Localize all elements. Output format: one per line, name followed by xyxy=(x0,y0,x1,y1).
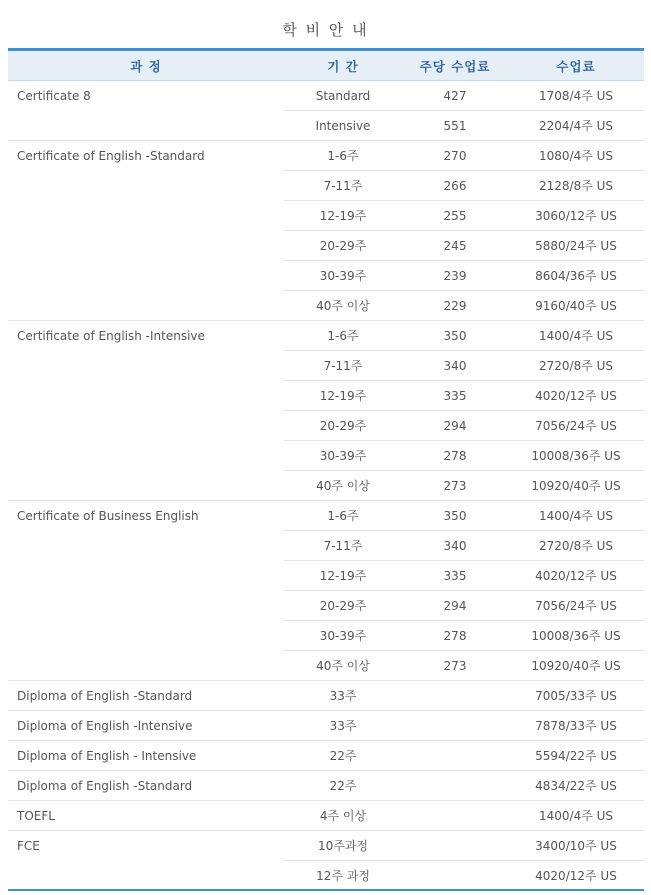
table-row xyxy=(8,741,644,771)
period-cell: 40주 이상 xyxy=(284,471,402,501)
period-cell: 12-19주 xyxy=(284,561,402,591)
total-fee-cell: 10920/40주 US xyxy=(508,471,644,501)
period-cell: 20-29주 xyxy=(284,411,402,441)
period-cell: 12주 과정 xyxy=(316,869,370,883)
total-fee-cell: 5594/22주 US xyxy=(508,741,644,771)
period-cell: 33주 xyxy=(284,681,402,711)
total-fee-cell: 4020/12주 US xyxy=(508,381,644,411)
course-name: TOEFL xyxy=(8,801,284,831)
table-row xyxy=(8,711,644,741)
period-cell: 1-6주 xyxy=(284,501,402,531)
weekly-fee-cell: 229 xyxy=(402,291,508,321)
period-cell: 1-6주 xyxy=(284,321,402,351)
table-header-row xyxy=(8,51,644,81)
period-cell: 20-29주 xyxy=(284,591,402,621)
total-fee-cell: 8604/36주 US xyxy=(508,261,644,291)
table-row xyxy=(8,501,644,531)
period-cell: 30-39주 xyxy=(284,441,402,471)
table-row xyxy=(8,681,644,711)
period-cell: 7-11주 xyxy=(284,531,402,561)
period-cell: 7-11주 xyxy=(284,171,402,201)
table-row xyxy=(8,831,644,861)
table-row xyxy=(8,771,644,801)
header-course: 과 정 xyxy=(8,51,284,81)
period-cell: 40주 이상 xyxy=(284,651,402,681)
header-weekly-fee: 주당 수업료 xyxy=(402,51,508,81)
period-cell: 12-19주 xyxy=(284,201,402,231)
course-name: Diploma of English -Standard xyxy=(8,771,284,801)
weekly-fee-cell: 340 xyxy=(402,351,508,381)
course-name: Certificate of English -Standard xyxy=(8,141,284,321)
total-fee-cell: 7878/33주 US xyxy=(508,711,644,741)
weekly-fee-cell: 278 xyxy=(402,621,508,651)
total-fee-cell: 9160/40주 US xyxy=(508,291,644,321)
total-fee-cell: 1400/4주 US xyxy=(508,321,644,351)
table-bottom-border xyxy=(8,889,644,891)
course-name: Diploma of English - Intensive xyxy=(8,741,284,771)
period-cell: Intensive xyxy=(284,111,402,141)
page-title: 학 비 안 내 xyxy=(282,21,369,39)
total-fee-cell: 5880/24주 US xyxy=(508,231,644,261)
table-row xyxy=(8,141,644,171)
period-cell: 40주 이상 xyxy=(284,291,402,321)
weekly-fee-cell xyxy=(402,831,508,861)
total-fee-cell: 2720/8주 US xyxy=(508,531,644,561)
period-cell: 30-39주 xyxy=(284,621,402,651)
total-fee-cell: 1400/4주 US xyxy=(508,801,644,831)
weekly-fee-cell: 294 xyxy=(402,411,508,441)
total-fee-cell: 1080/4주 US xyxy=(508,141,644,171)
total-fee-cell: 4834/22주 US xyxy=(508,771,644,801)
weekly-fee-cell: 239 xyxy=(402,261,508,291)
weekly-fee-cell: 273 xyxy=(402,471,508,501)
total-fee-cell: 3400/10주 US xyxy=(508,831,644,861)
period-cell: 10주과정 xyxy=(284,831,402,861)
period-cell: 1-6주 xyxy=(284,141,402,171)
table-row xyxy=(8,801,644,831)
total-fee-cell: 2128/8주 US xyxy=(508,171,644,201)
period-cell: Standard xyxy=(284,81,402,111)
weekly-fee-cell xyxy=(402,681,508,711)
course-name: Certificate of Business English xyxy=(8,501,284,681)
weekly-fee-cell: 335 xyxy=(402,381,508,411)
total-fee-cell: 4020/12주 US xyxy=(535,869,617,883)
total-fee-cell: 4020/12주 US xyxy=(508,561,644,591)
period-cell: 12-19주 xyxy=(284,381,402,411)
course-name: Certificate of English -Intensive xyxy=(8,321,284,501)
period-cell: 33주 xyxy=(284,711,402,741)
weekly-fee-cell: 350 xyxy=(402,501,508,531)
course-name: Certificate 8 xyxy=(8,81,284,141)
weekly-fee-cell: 427 xyxy=(402,81,508,111)
total-fee-cell: 3060/12주 US xyxy=(508,201,644,231)
period-cell: 30-39주 xyxy=(284,261,402,291)
weekly-fee-cell xyxy=(402,801,508,831)
total-fee-cell: 1400/4주 US xyxy=(508,501,644,531)
header-total-fee: 수업료 xyxy=(508,51,644,81)
total-fee-cell: 7056/24주 US xyxy=(508,411,644,441)
weekly-fee-cell: 340 xyxy=(402,531,508,561)
tuition-table xyxy=(8,51,644,891)
weekly-fee-cell xyxy=(402,771,508,801)
weekly-fee-cell: 245 xyxy=(402,231,508,261)
header-period: 기 간 xyxy=(284,51,402,81)
course-name: Diploma of English -Standard xyxy=(8,681,284,711)
total-fee-cell: 2204/4주 US xyxy=(508,111,644,141)
total-fee-cell: 2720/8주 US xyxy=(508,351,644,381)
total-fee-cell: 10008/36주 US xyxy=(508,621,644,651)
weekly-fee-cell: 335 xyxy=(402,561,508,591)
weekly-fee-cell: 551 xyxy=(402,111,508,141)
total-fee-cell: 1708/4주 US xyxy=(508,81,644,111)
total-fee-cell: 10920/40주 US xyxy=(508,651,644,681)
weekly-fee-cell xyxy=(402,711,508,741)
period-cell: 7-11주 xyxy=(284,351,402,381)
weekly-fee-cell xyxy=(402,741,508,771)
weekly-fee-cell: 255 xyxy=(402,201,508,231)
weekly-fee-cell: 266 xyxy=(402,171,508,201)
weekly-fee-cell: 294 xyxy=(402,591,508,621)
table-row xyxy=(8,81,644,111)
course-name: FCE xyxy=(8,831,284,891)
weekly-fee-cell: 273 xyxy=(402,651,508,681)
total-fee-cell: 7056/24주 US xyxy=(508,591,644,621)
weekly-fee-cell: 350 xyxy=(402,321,508,351)
table-body xyxy=(8,81,644,891)
period-cell: 20-29주 xyxy=(284,231,402,261)
weekly-fee-cell: 278 xyxy=(402,441,508,471)
course-name: Diploma of English -Intensive xyxy=(8,711,284,741)
table-row xyxy=(8,321,644,351)
weekly-fee-cell xyxy=(402,861,508,891)
total-fee-cell: 10008/36주 US xyxy=(508,441,644,471)
period-cell: 22주 xyxy=(284,741,402,771)
total-fee-cell: 7005/33주 US xyxy=(508,681,644,711)
period-cell: 4주 이상 xyxy=(284,801,402,831)
period-cell: 22주 xyxy=(284,771,402,801)
weekly-fee-cell: 270 xyxy=(402,141,508,171)
